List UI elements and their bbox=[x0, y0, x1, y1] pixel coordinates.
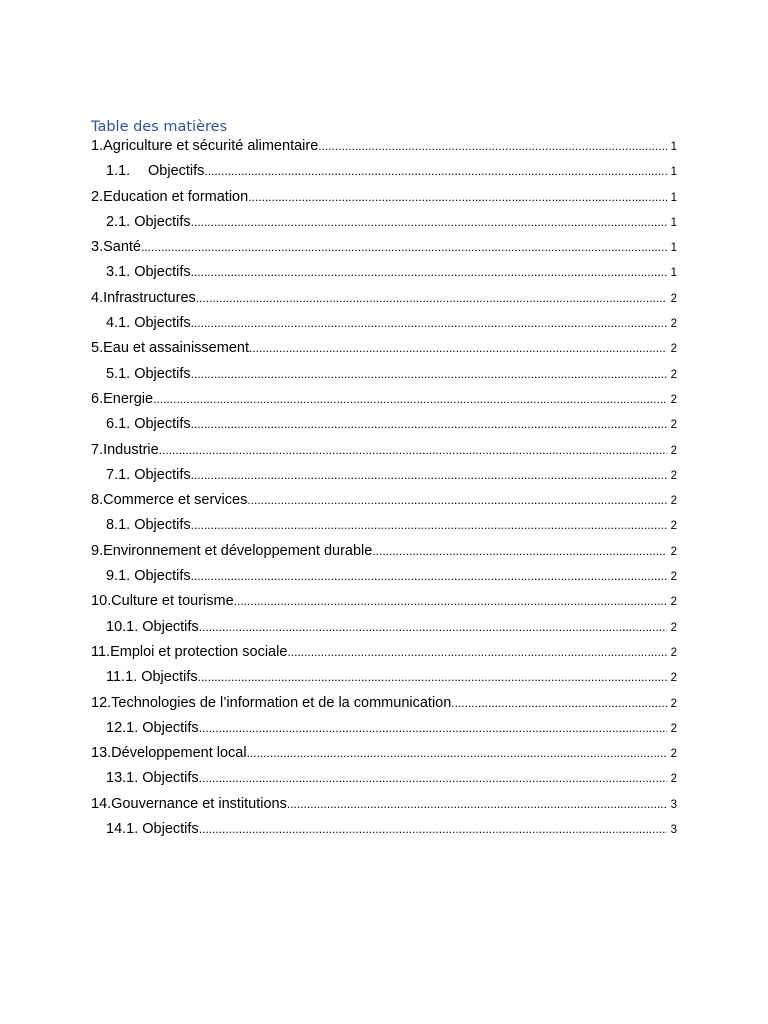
toc-entry-link[interactable] bbox=[91, 289, 196, 307]
toc-page-number: 2 bbox=[670, 672, 677, 685]
toc-entry-title: 1.Agriculture et sécurité alimentaire bbox=[91, 138, 319, 154]
toc-page-number: 1 bbox=[670, 216, 677, 229]
toc-dot-leader bbox=[451, 694, 667, 712]
toc-entry-subsection[interactable] bbox=[91, 365, 677, 390]
toc-entry-subsection[interactable] bbox=[91, 213, 677, 238]
toc-entry-link[interactable] bbox=[91, 390, 153, 408]
toc-page-number: 2 bbox=[670, 748, 677, 761]
toc-page-number: 2 bbox=[670, 520, 677, 533]
toc-entry-title: 14.Gouvernance et institutions bbox=[91, 795, 287, 812]
toc-dot-leader bbox=[248, 188, 667, 206]
toc-entry-link[interactable] bbox=[106, 162, 204, 180]
toc-page-number: 2 bbox=[670, 545, 677, 558]
toc-entry-link[interactable] bbox=[91, 643, 287, 661]
toc-dot-leader bbox=[191, 213, 667, 231]
toc-dot-leader bbox=[141, 238, 667, 256]
toc-entry-title: 4.Infrastructures bbox=[91, 289, 196, 306]
toc-entry-title: 14.1. Objectifs bbox=[106, 821, 199, 838]
toc-entry-title: Objectifs bbox=[148, 163, 205, 180]
toc-entry-title: 3.Santé bbox=[91, 239, 141, 256]
toc-dot-leader bbox=[159, 441, 667, 459]
toc-entry-title: 6.1. Objectifs bbox=[106, 416, 191, 433]
toc-page-number: 2 bbox=[670, 495, 677, 508]
toc-dot-leader bbox=[191, 365, 667, 383]
toc-page-number: 2 bbox=[670, 571, 677, 584]
toc-entry-link[interactable] bbox=[106, 213, 191, 231]
toc-entry-link[interactable] bbox=[106, 415, 191, 433]
toc-page-number: 3 bbox=[670, 824, 677, 837]
table-of-contents bbox=[91, 117, 677, 845]
toc-page-number: 1 bbox=[670, 191, 677, 204]
toc-entry-link[interactable] bbox=[106, 365, 191, 383]
toc-dot-leader bbox=[196, 289, 667, 307]
toc-entry-link[interactable] bbox=[106, 769, 199, 787]
toc-dot-leader bbox=[247, 744, 667, 762]
toc-entry-section[interactable] bbox=[91, 339, 677, 364]
toc-page-number: 2 bbox=[670, 469, 677, 482]
toc-entry-link[interactable] bbox=[91, 238, 141, 256]
toc-page-number: 3 bbox=[670, 798, 677, 811]
toc-dot-leader bbox=[191, 263, 667, 281]
toc-page-number: 1 bbox=[670, 267, 677, 280]
toc-page-number: 2 bbox=[670, 444, 677, 457]
toc-entry-section[interactable] bbox=[91, 694, 677, 719]
toc-entry-link[interactable] bbox=[91, 694, 451, 712]
toc-entry-link[interactable] bbox=[91, 441, 159, 459]
toc-entry-section[interactable] bbox=[91, 491, 677, 516]
toc-entry-link[interactable] bbox=[106, 263, 191, 281]
toc-entry-title: 11.Emploi et protection sociale bbox=[91, 643, 288, 660]
toc-entry-link[interactable] bbox=[106, 314, 191, 332]
toc-entry-title: 5.1. Objectifs bbox=[106, 365, 191, 382]
toc-entry-link[interactable] bbox=[106, 567, 191, 585]
toc-entry-title: 10.Culture et tourisme bbox=[91, 593, 234, 610]
toc-dot-leader bbox=[191, 516, 667, 534]
toc-entry-section[interactable] bbox=[91, 188, 677, 213]
toc-entry-title: 11.1. Objectifs bbox=[106, 669, 198, 686]
toc-page-number: 2 bbox=[670, 343, 677, 356]
toc-entry-link[interactable] bbox=[106, 618, 199, 636]
toc-entry-link[interactable] bbox=[106, 719, 199, 737]
toc-entry-section[interactable] bbox=[91, 744, 677, 769]
toc-page-number: 2 bbox=[670, 646, 677, 659]
toc-entry-link[interactable] bbox=[91, 592, 234, 610]
toc-entry-link[interactable] bbox=[106, 668, 198, 686]
toc-entry-subsection[interactable] bbox=[91, 769, 677, 794]
toc-entry-subsection[interactable] bbox=[91, 820, 677, 845]
toc-dot-leader bbox=[191, 466, 667, 484]
toc-page-number: 2 bbox=[670, 368, 677, 381]
toc-dot-leader bbox=[199, 769, 667, 787]
toc-entry-subsection[interactable] bbox=[91, 668, 677, 693]
toc-dot-leader bbox=[199, 618, 667, 636]
toc-entry-section[interactable] bbox=[91, 643, 677, 668]
toc-entry-title: 13.1. Objectifs bbox=[106, 770, 199, 787]
toc-entry-title: 7.1. Objectifs bbox=[106, 466, 191, 483]
toc-dot-leader bbox=[247, 491, 667, 509]
toc-entry-subsection[interactable] bbox=[91, 618, 677, 643]
toc-dot-leader bbox=[287, 795, 667, 813]
toc-page-number: 2 bbox=[670, 393, 677, 406]
toc-entry-section[interactable] bbox=[91, 542, 677, 567]
toc-entry-section[interactable] bbox=[91, 795, 677, 820]
toc-entry-title: 4.1. Objectifs bbox=[106, 315, 191, 332]
toc-dot-leader bbox=[191, 567, 667, 585]
toc-entry-section[interactable] bbox=[91, 441, 677, 466]
toc-entry-title: 10.1. Objectifs bbox=[106, 618, 199, 635]
toc-dot-leader bbox=[287, 643, 667, 661]
toc-page-number: 2 bbox=[670, 318, 677, 331]
toc-entry-title: 3.1. Objectifs bbox=[106, 264, 191, 281]
toc-entry-link[interactable] bbox=[91, 188, 248, 206]
toc-entry-title: 6.Energie bbox=[91, 390, 154, 407]
toc-dot-leader bbox=[318, 137, 667, 155]
toc-page-number: 2 bbox=[670, 722, 677, 735]
toc-page-number: 2 bbox=[670, 697, 677, 710]
toc-entry-title: 2.1. Objectifs bbox=[106, 213, 191, 230]
toc-entry-section[interactable] bbox=[91, 592, 677, 617]
toc-entry-link[interactable] bbox=[91, 542, 372, 560]
toc-entry-title: 8.1. Objectifs bbox=[106, 517, 191, 534]
toc-entry-title: 7.Industrie bbox=[91, 441, 159, 458]
toc-entry-number: 1.1. bbox=[106, 163, 131, 180]
toc-entry-subsection[interactable] bbox=[91, 719, 677, 744]
toc-dot-leader bbox=[249, 339, 667, 357]
toc-entry-section[interactable] bbox=[91, 137, 677, 162]
toc-page-number: 1 bbox=[670, 166, 677, 179]
toc-entry-link[interactable] bbox=[91, 744, 247, 762]
toc-entry-subsection[interactable] bbox=[91, 567, 677, 592]
toc-entry-title: 12.Technologies de l’information et de la communication bbox=[91, 694, 452, 711]
toc-dot-leader bbox=[153, 390, 667, 408]
toc-entry-title: 13.Développement local bbox=[91, 745, 247, 762]
toc-dot-leader bbox=[372, 542, 667, 560]
toc-entry-title: 5.Eau et assainissement bbox=[91, 340, 249, 357]
toc-page-number: 2 bbox=[670, 621, 677, 634]
toc-dot-leader bbox=[204, 162, 667, 180]
toc-entry-title: 2.Education et formation bbox=[91, 188, 249, 205]
toc-entry-subsection[interactable] bbox=[91, 263, 677, 288]
toc-page-number: 1 bbox=[670, 141, 677, 153]
toc-entry-link[interactable] bbox=[106, 820, 199, 838]
toc-entry-subsection[interactable] bbox=[91, 466, 677, 491]
toc-dot-leader bbox=[199, 719, 667, 737]
toc-dot-leader bbox=[234, 592, 667, 610]
toc-dot-leader bbox=[191, 415, 667, 433]
toc-entry-subsection[interactable] bbox=[91, 162, 677, 187]
toc-entry-title: 9.Environnement et développement durable bbox=[91, 542, 373, 559]
toc-entry-subsection[interactable] bbox=[91, 314, 677, 339]
toc-entry-title: 12.1. Objectifs bbox=[106, 719, 199, 736]
toc-list bbox=[91, 137, 677, 845]
toc-entry-title: 9.1. Objectifs bbox=[106, 568, 191, 585]
toc-entry-title: 8.Commerce et services bbox=[91, 492, 248, 509]
toc-dot-leader bbox=[191, 314, 667, 332]
toc-page-number: 2 bbox=[670, 292, 677, 305]
toc-entry-link[interactable] bbox=[106, 466, 191, 484]
toc-page-number: 2 bbox=[670, 773, 677, 786]
toc-dot-leader bbox=[198, 668, 667, 686]
toc-entry-section[interactable] bbox=[91, 238, 677, 263]
toc-entry-subsection[interactable] bbox=[91, 516, 677, 541]
toc-page-number: 2 bbox=[670, 596, 677, 609]
toc-entry-section[interactable] bbox=[91, 289, 677, 314]
toc-page-number: 1 bbox=[670, 242, 677, 255]
toc-heading: Table des matières bbox=[91, 119, 228, 135]
toc-entry-link[interactable] bbox=[91, 795, 287, 813]
toc-entry-link[interactable] bbox=[106, 516, 191, 534]
toc-entry-link[interactable] bbox=[91, 491, 247, 509]
toc-dot-leader bbox=[199, 820, 667, 838]
toc-entry-subsection[interactable] bbox=[91, 415, 677, 440]
toc-entry-link[interactable] bbox=[91, 339, 249, 357]
toc-entry-link[interactable] bbox=[91, 137, 318, 155]
toc-entry-section[interactable] bbox=[91, 390, 677, 415]
toc-page-number: 2 bbox=[670, 419, 677, 432]
